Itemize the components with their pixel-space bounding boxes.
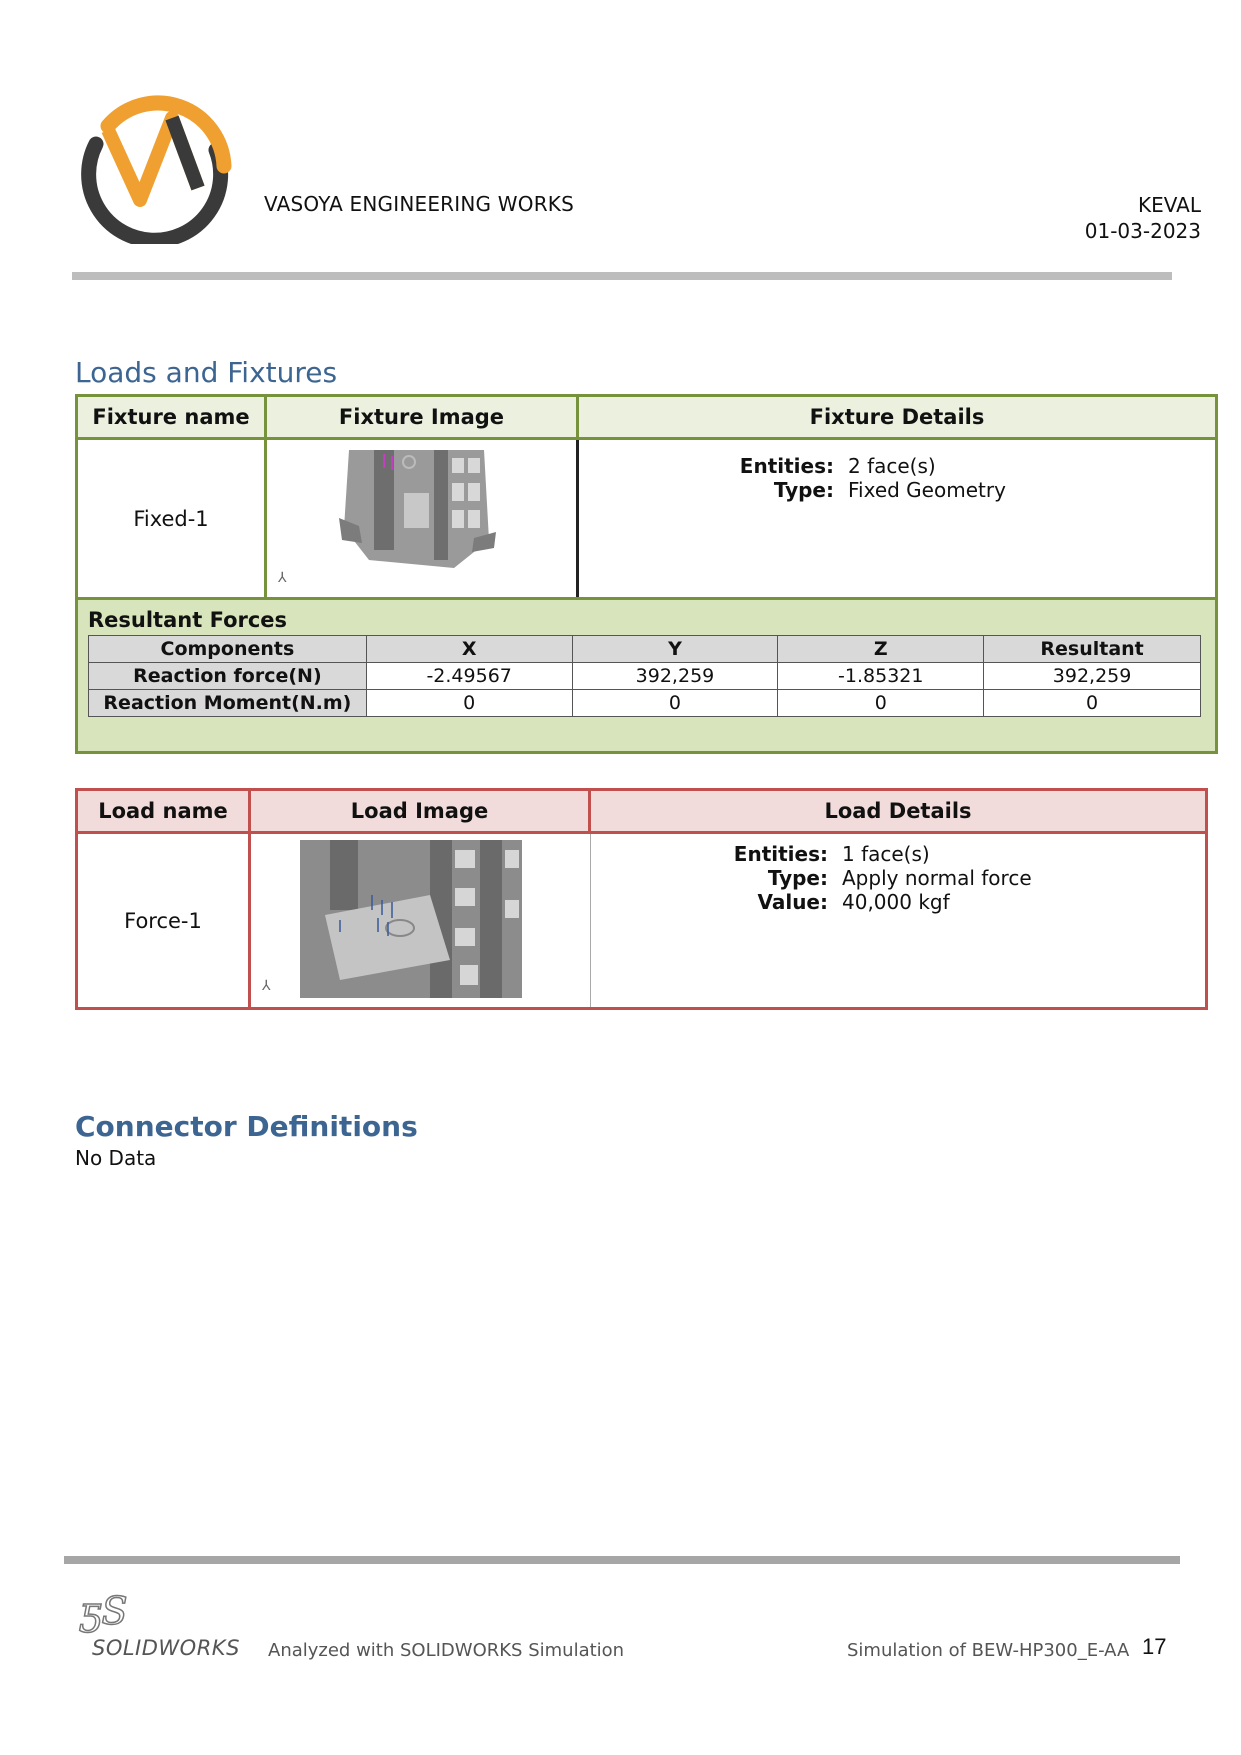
- footer-simulation-name: Simulation of BEW-HP300_E-AA: [847, 1640, 1130, 1661]
- connectors-no-data: No Data: [75, 1146, 157, 1170]
- axis-triad-icon: ⅄: [262, 978, 271, 994]
- fixture-image-header: Fixture Image: [264, 394, 579, 440]
- col-header-y: Y: [572, 636, 778, 663]
- section-title-loads: Loads and Fixtures: [75, 356, 338, 389]
- row-label-reaction-moment: Reaction Moment(N.m): [89, 690, 367, 717]
- col-header-resultant: Resultant: [984, 636, 1201, 663]
- report-date: 01-03-2023: [1084, 219, 1201, 243]
- company-name: VASOYA ENGINEERING WORKS: [264, 192, 574, 216]
- table-cell: -1.85321: [778, 663, 984, 690]
- load-image-cell: [248, 834, 591, 1010]
- table-row: [89, 690, 1201, 717]
- resultant-forces-box: [75, 600, 1218, 754]
- load-image-header: Load Image: [248, 788, 591, 834]
- fixture-model-image: [334, 448, 504, 576]
- solidworks-logo-text: SOLIDWORKS: [92, 1636, 240, 1660]
- fixture-image-cell: [264, 440, 579, 600]
- header-rule: [72, 272, 1172, 280]
- col-header-z: Z: [778, 636, 984, 663]
- footer-rule: [64, 1556, 1180, 1564]
- col-header-components: Components: [89, 636, 367, 663]
- load-model-image: [300, 840, 522, 998]
- table-cell: 392,259: [984, 663, 1201, 690]
- fixture-name: Fixed-1: [133, 506, 209, 531]
- row-label-reaction-force: Reaction force(N): [89, 663, 367, 690]
- fixture-detail-entities: Entities: 2 face(s): [739, 454, 936, 478]
- col-header-x: X: [366, 636, 572, 663]
- table-cell: 0: [984, 690, 1201, 717]
- load-name: Force-1: [124, 908, 202, 933]
- fixture-details-cell: [576, 440, 1218, 600]
- load-details-cell: [588, 834, 1208, 1010]
- fixture-name-cell: [75, 440, 267, 600]
- table-cell: 0: [778, 690, 984, 717]
- table-row: [89, 663, 1201, 690]
- fixture-table: [75, 394, 1218, 754]
- author-block: [1085, 192, 1201, 244]
- load-name-cell: [75, 834, 251, 1010]
- ds-logo-icon: [78, 1584, 130, 1634]
- author-name: KEVAL: [1138, 193, 1201, 217]
- resultant-forces-table: [88, 635, 1201, 717]
- fixture-detail-type: Type: Fixed Geometry: [773, 478, 1006, 502]
- load-detail-entities: Entities: 1 face(s): [733, 842, 930, 866]
- company-logo: [78, 88, 234, 244]
- load-detail-type: Type: Apply normal force: [767, 866, 1032, 890]
- load-details-header: Load Details: [588, 788, 1208, 834]
- table-cell: 392,259: [572, 663, 778, 690]
- section-title-connectors: Connector Definitions: [75, 1110, 418, 1143]
- resultant-forces-title: Resultant Forces: [88, 608, 288, 632]
- fixture-name-header: Fixture name: [75, 394, 267, 440]
- fixture-details-header: Fixture Details: [576, 394, 1218, 440]
- load-detail-value: Value: 40,000 kgf: [757, 890, 950, 914]
- footer-analyzed-text: Analyzed with SOLIDWORKS Simulation: [268, 1640, 625, 1661]
- table-cell: 0: [572, 690, 778, 717]
- load-table: [75, 788, 1208, 1010]
- svg-text:ƽS: ƽS: [80, 1589, 128, 1633]
- page-number: 17: [1142, 1634, 1167, 1659]
- resultant-header-row: [89, 636, 1201, 663]
- load-name-header: Load name: [75, 788, 251, 834]
- table-cell: 0: [366, 690, 572, 717]
- table-cell: -2.49567: [366, 663, 572, 690]
- axis-triad-icon: ⅄: [278, 570, 287, 586]
